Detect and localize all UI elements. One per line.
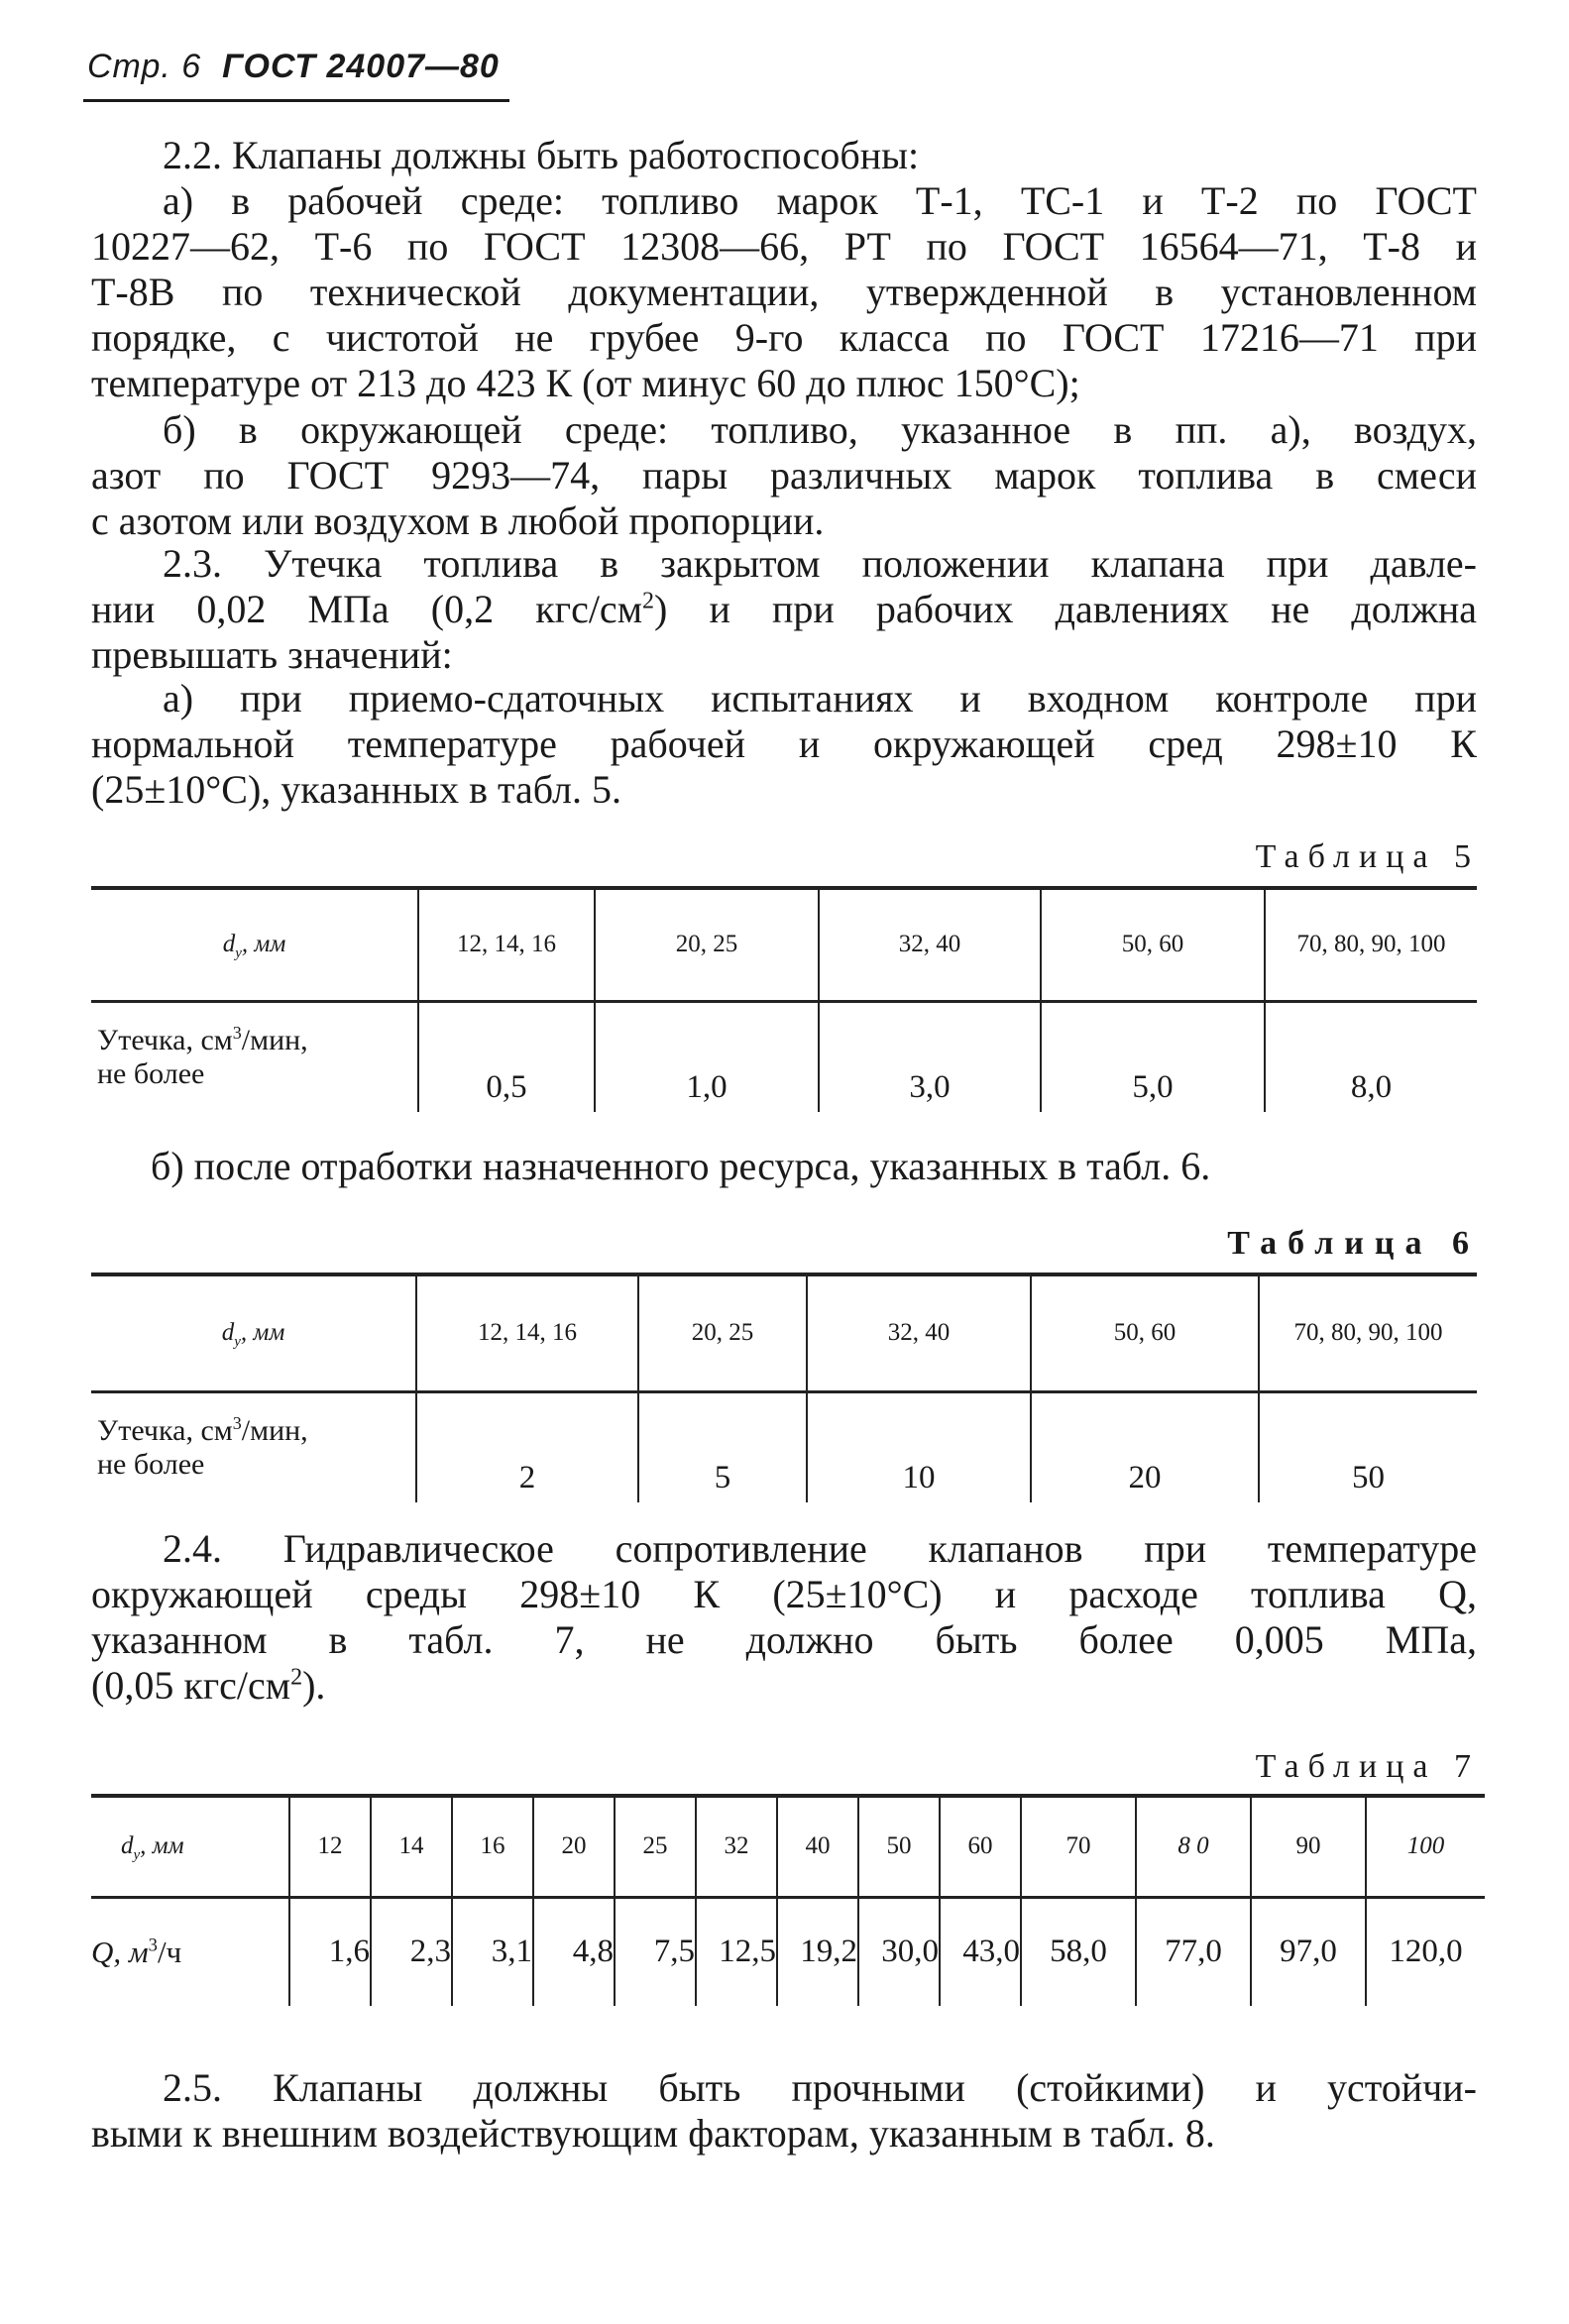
section-2-5 (91, 2065, 1477, 2157)
table-cell (91, 1001, 418, 1112)
text-fragment: Утечка, см (97, 1023, 233, 1056)
table-cell: 5 (638, 1391, 807, 1502)
text-line: 10227—62, Т-6 по ГОСТ 12308—66, РТ по ГОСТ 16564—71, Т-8 и (91, 224, 1477, 269)
table-5-caption: Таблица 5 (1255, 838, 1480, 875)
section-2-4 (91, 1526, 1477, 1709)
table-row (91, 1796, 1485, 1897)
table-cell (91, 1274, 416, 1391)
table-cell (91, 1391, 416, 1502)
header-rule (83, 99, 509, 102)
row-label-line (97, 1414, 415, 1448)
text-line: нормальной температуре рабочей и окружающей сред 298±10 К (91, 721, 1477, 766)
table-6 (91, 1273, 1477, 1502)
table-cell: 5,0 (1041, 1001, 1265, 1112)
table-cell: 20 (1031, 1391, 1259, 1502)
table-cell: 25 (615, 1796, 696, 1897)
table-cell: 1,0 (595, 1001, 819, 1112)
table-cell: 2 (416, 1391, 638, 1502)
table-7 (91, 1794, 1485, 2006)
text-fragment: нии 0,02 МПа (0,2 кгс/см (91, 587, 643, 631)
subscript: у (235, 945, 242, 962)
text-line (91, 1663, 1477, 1709)
table-cell: 77,0 (1136, 1897, 1251, 2006)
table-cell: 0,5 (418, 1001, 595, 1112)
text-fragment: Утечка, см (97, 1413, 233, 1447)
table-cell: 10 (807, 1391, 1031, 1502)
text-line: 2.4. Гидравлическое сопротивление клапанов при температуре (163, 1526, 1477, 1571)
table-cell: 32, 40 (819, 888, 1041, 1001)
text-fragment: , мм (140, 1832, 184, 1860)
row-label-line: не более (97, 1056, 205, 1090)
text-line: (25±10°С), указанных в табл. 5. (91, 767, 622, 812)
text-line: Т-8В по технической документации, утвержденной в установленном (91, 270, 1477, 314)
text-fragment: , мм (241, 931, 286, 958)
text-fragment: (0,05 кгс/см (91, 1663, 291, 1708)
section-2-3 (91, 541, 1477, 678)
text-fragment: d (222, 931, 236, 958)
text-line: окружающей среды 298±10 К (25±10°С) и расходе топлива Q, (91, 1572, 1477, 1616)
page-header (87, 48, 500, 86)
table-cell: 70 (1021, 1796, 1136, 1897)
table-row (91, 888, 1477, 1001)
text-line: азот по ГОСТ 9293—74, пары различных марок топлива в смеси (91, 453, 1477, 498)
text-fragment: , мм (240, 1319, 285, 1347)
text-fragment: d (121, 1832, 134, 1860)
table-cell: 20, 25 (638, 1274, 807, 1391)
superscript: 3 (232, 1412, 242, 1433)
standard-number: ГОСТ 24007—80 (222, 48, 500, 85)
text-line: б) в окружающей среде: топливо, указанное в пп. а), воздух, (163, 407, 1477, 452)
text-line: а) при приемо-сдаточных испытаниях и входном контроле при (163, 676, 1477, 720)
table-cell: 1,6 (289, 1897, 371, 2006)
text-fragment: /мин, (241, 1023, 308, 1056)
section-2-2-a (91, 178, 1477, 406)
row-label-line (97, 1024, 417, 1057)
table-cell: 12, 14, 16 (416, 1274, 638, 1391)
subscript: у (133, 1847, 141, 1864)
table-cell: 2,3 (371, 1897, 452, 2006)
table-cell: 90 (1251, 1796, 1366, 1897)
superscript: 3 (148, 1935, 158, 1956)
table-cell: 58,0 (1021, 1897, 1136, 2006)
table-cell: 14 (371, 1796, 452, 1897)
table-cell: 20, 25 (595, 888, 819, 1001)
text-line: 2.5. Клапаны должны быть прочными (стойкими) и устойчи- (163, 2065, 1477, 2110)
table-cell: 50 (1259, 1391, 1477, 1502)
table-cell: 120,0 (1366, 1897, 1485, 2006)
table-cell: 32 (696, 1796, 777, 1897)
table-cell: 8 0 (1136, 1796, 1251, 1897)
table-cell: 50, 60 (1031, 1274, 1259, 1391)
table-cell: 100 (1366, 1796, 1485, 1897)
table-cell: 32, 40 (807, 1274, 1031, 1391)
section-2-2-b (91, 407, 1477, 544)
table-cell: 3,1 (452, 1897, 533, 2006)
text-fragment: Q, м (91, 1934, 149, 1969)
table-cell (91, 1897, 289, 2006)
text-fragment: /мин, (241, 1413, 308, 1447)
text-line: 2.3. Утечка топлива в закрытом положении клапана при давле- (163, 541, 1477, 586)
superscript: 2 (642, 588, 655, 614)
table-cell: 7,5 (615, 1897, 696, 2006)
table-cell: 70, 80, 90, 100 (1259, 1274, 1477, 1391)
section-2-3-a (91, 676, 1477, 813)
text-fragment: ). (302, 1663, 326, 1708)
text-line: превышать значений: (91, 632, 453, 677)
table-cell (91, 1796, 289, 1897)
table-5 (91, 886, 1477, 1112)
table-row (91, 1001, 1477, 1112)
superscript: 2 (290, 1664, 303, 1691)
page-number: Стр. 6 (87, 48, 202, 85)
table-cell (91, 888, 418, 1001)
table-cell: 12, 14, 16 (418, 888, 595, 1001)
table-cell: 70, 80, 90, 100 (1265, 888, 1477, 1001)
superscript: 3 (232, 1022, 242, 1043)
text-line: а) в рабочей среде: топливо марок Т-1, ТС-1 и Т-2 по ГОСТ (163, 178, 1477, 223)
section-2-3-b: б) после отработки назначенного ресурса, указанных в табл. 6. (151, 1144, 1211, 1188)
subscript: у (234, 1334, 241, 1351)
table-cell: 60 (940, 1796, 1021, 1897)
text-line: порядке, с чистотой не грубее 9-го класса по ГОСТ 17216—71 при (91, 315, 1477, 360)
table-cell: 43,0 (940, 1897, 1021, 2006)
table-cell: 40 (777, 1796, 858, 1897)
text-fragment: d (221, 1319, 235, 1347)
table-cell: 12 (289, 1796, 371, 1897)
text-line: температуре от 213 до 423 К (от минус 60 до плюс 150°С); (91, 361, 1080, 405)
row-label-line: не более (97, 1447, 205, 1481)
table-7-caption: Таблица 7 (1255, 1748, 1480, 1785)
table-cell: 12,5 (696, 1897, 777, 2006)
text-fragment: ) и при рабочих давлениях не должна (654, 587, 1478, 631)
table-cell: 50, 60 (1041, 888, 1265, 1001)
table-cell: 20 (533, 1796, 615, 1897)
text-line: выми к внешним воздействующим факторам, указанным в табл. 8. (91, 2111, 1215, 2156)
text-line: указанном в табл. 7, не должно быть более 0,005 МПа, (91, 1617, 1477, 1662)
table-cell: 16 (452, 1796, 533, 1897)
text-line: с азотом или воздухом в любой пропорции. (91, 498, 825, 543)
table-cell: 97,0 (1251, 1897, 1366, 2006)
text-line (91, 587, 1477, 632)
table-row (91, 1274, 1477, 1391)
table-cell: 30,0 (858, 1897, 940, 2006)
table-row (91, 1391, 1477, 1502)
table-cell: 8,0 (1265, 1001, 1477, 1112)
table-cell: 50 (858, 1796, 940, 1897)
table-cell: 4,8 (533, 1897, 615, 2006)
text-fragment: /ч (157, 1934, 182, 1969)
table-cell: 3,0 (819, 1001, 1041, 1112)
table-6-caption: Таблица 6 (1227, 1225, 1480, 1262)
table-row (91, 1897, 1485, 2006)
section-2-2-title: 2.2. Клапаны должны быть работоспособны: (163, 133, 920, 177)
table-cell: 19,2 (777, 1897, 858, 2006)
